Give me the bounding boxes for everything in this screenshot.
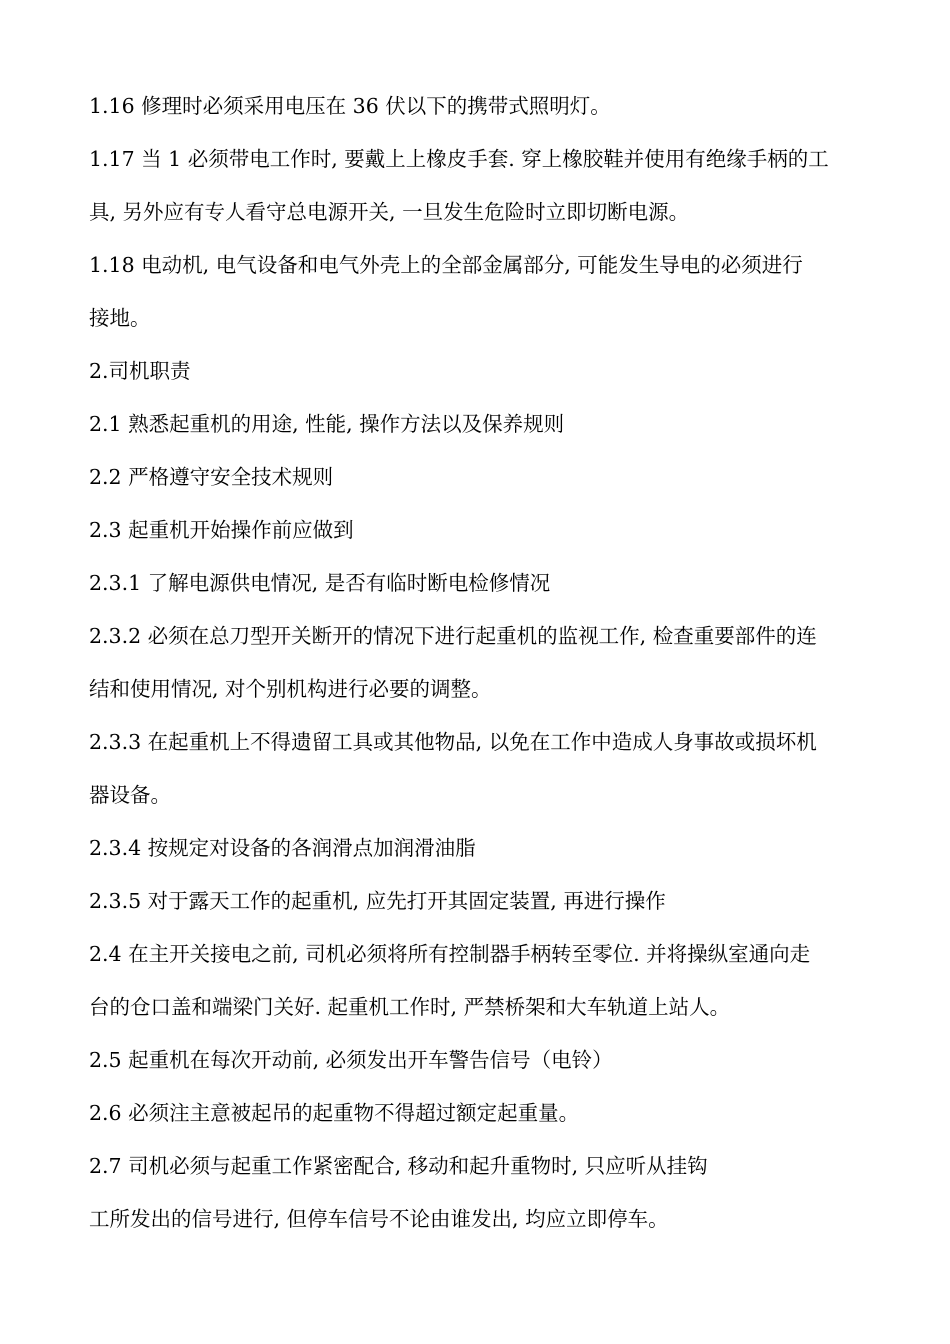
text-line: 1.17 当 1 必须带电工作时, 要戴上上橡皮手套. 穿上橡胶鞋并使用有绝缘手柄的工 — [89, 147, 829, 171]
text-line: 2.3.3 在起重机上不得遗留工具或其他物品, 以免在工作中造成人身事故或损坏机 — [89, 730, 817, 754]
text-line: 2.3.5 对于露天工作的起重机, 应先打开其固定装置, 再进行操作 — [89, 889, 666, 913]
text-line: 器设备。 — [89, 783, 171, 807]
text-line: 工所发出的信号进行, 但停车信号不论由谁发出, 均应立即停车。 — [89, 1207, 669, 1231]
text-line: 2.3.1 了解电源供电情况, 是否有临时断电检修情况 — [89, 571, 551, 595]
text-line: 2.5 起重机在每次开动前, 必须发出开车警告信号（电铃） — [89, 1048, 613, 1072]
text-line: 2.3.2 必须在总刀型开关断开的情况下进行起重机的监视工作, 检查重要部件的连 — [89, 624, 817, 648]
text-line: 2.3 起重机开始操作前应做到 — [89, 518, 354, 542]
document-body — [89, 80, 889, 1246]
text-line: 具, 另外应有专人看守总电源开关, 一旦发生危险时立即切断电源。 — [89, 200, 690, 224]
text-line: 2.3.4 按规定对设备的各润滑点加润滑油脂 — [89, 836, 476, 860]
text-line: 台的仓口盖和端梁门关好. 起重机工作时, 严禁桥架和大车轨道上站人。 — [89, 995, 731, 1019]
text-line: 1.18 电动机, 电气设备和电气外壳上的全部金属部分, 可能发生导电的必须进行 — [89, 253, 803, 277]
text-line: 1.16 修理时必须采用电压在 36 伏以下的携带式照明灯。 — [89, 94, 611, 118]
text-line: 接地。 — [89, 306, 151, 330]
text-line: 2.2 严格遵守安全技术规则 — [89, 465, 334, 489]
text-line: 2.7 司机必须与起重工作紧密配合, 移动和起升重物时, 只应听从挂钩 — [89, 1154, 708, 1178]
text-line: 2.4 在主开关接电之前, 司机必须将所有控制器手柄转至零位. 并将操纵室通向走 — [89, 942, 811, 966]
text-line: 结和使用情况, 对个别机构进行必要的调整。 — [89, 677, 492, 701]
text-line: 2.1 熟悉起重机的用途, 性能, 操作方法以及保养规则 — [89, 412, 565, 436]
section-heading: 2.司机职责 — [89, 359, 191, 383]
text-line: 2.6 必须注主意被起吊的起重物不得超过额定起重量。 — [89, 1101, 580, 1125]
